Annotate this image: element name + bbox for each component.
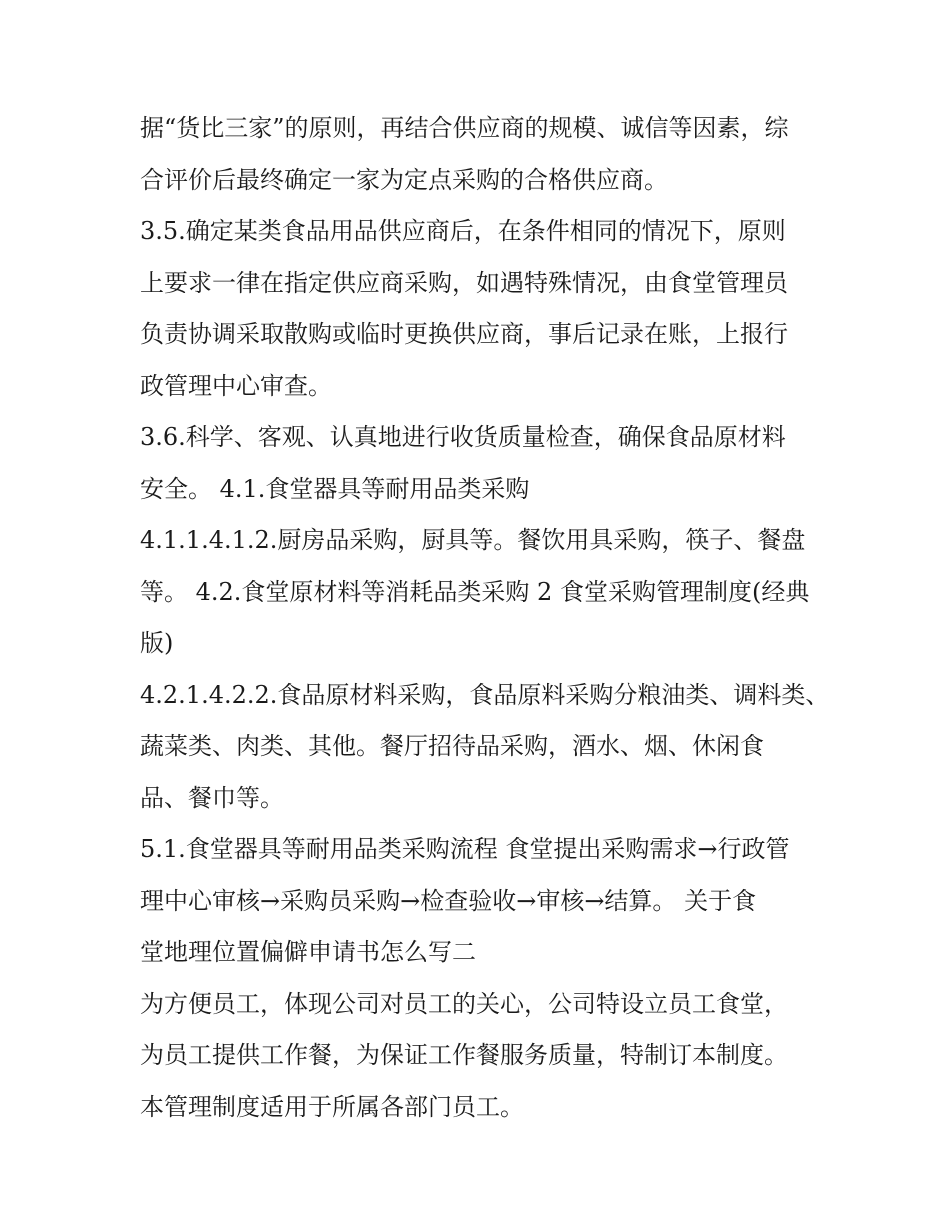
text-line: 4.1.1.4.1.2.厨房品采购，厨具等。餐饮用具采购，筷子、餐盘 — [140, 526, 806, 554]
body-text — [140, 103, 830, 1133]
text-line: 据“货比三家”的原则，再结合供应商的规模、诚信等因素，综 — [140, 114, 789, 142]
text-line: 4.2.1.4.2.2.食品原材料采购，食品原料采购分粮油类、调料类、 — [140, 680, 830, 709]
text-line: 上要求一律在指定供应商采购，如遇特殊情况，由食堂管理员 — [140, 268, 788, 297]
text-line: 为员工提供工作餐，为保证工作餐服务质量，特制订本制度。 — [140, 1041, 788, 1069]
text-line: 蔬菜类、肉类、其他。餐厅招待品采购，酒水、烟、休闲食 — [140, 732, 764, 760]
text-line: 为方便员工，体现公司对员工的关心，公司特设立员工食堂， — [140, 989, 788, 1018]
text-line: 安全。 4.1.食堂器具等耐用品类采购 — [140, 474, 530, 503]
text-line: 政管理中心审查。 — [140, 371, 332, 400]
text-line: 堂地理位置偏僻申请书怎么写二 — [140, 938, 476, 966]
text-line: 负责协调采取散购或临时更换供应商，事后记录在账，上报行 — [140, 320, 788, 348]
text-line: 等。 4.2.食堂原材料等消耗品类采购 2 食堂采购管理制度(经典 — [140, 577, 810, 606]
text-line: 合评价后最终确定一家为定点采购的合格供应商。 — [140, 165, 668, 194]
text-line: 品、餐巾等。 — [140, 783, 284, 812]
text-line: 理中心审核→采购员采购→检查验收→审核→结算。 关于食 — [140, 886, 757, 915]
text-line: 3.5.确定某类食品用品供应商后，在条件相同的情况下，原则 — [140, 217, 786, 245]
text-line: 本管理制度适用于所属各部门员工。 — [140, 1092, 524, 1121]
text-line: 版) — [140, 629, 174, 657]
text-line: 3.6.科学、客观、认真地进行收货质量检查，确保食品原材料 — [140, 423, 786, 451]
text-line: 5.1.食堂器具等耐用品类采购流程 食堂提出采购需求→行政管 — [140, 835, 790, 863]
